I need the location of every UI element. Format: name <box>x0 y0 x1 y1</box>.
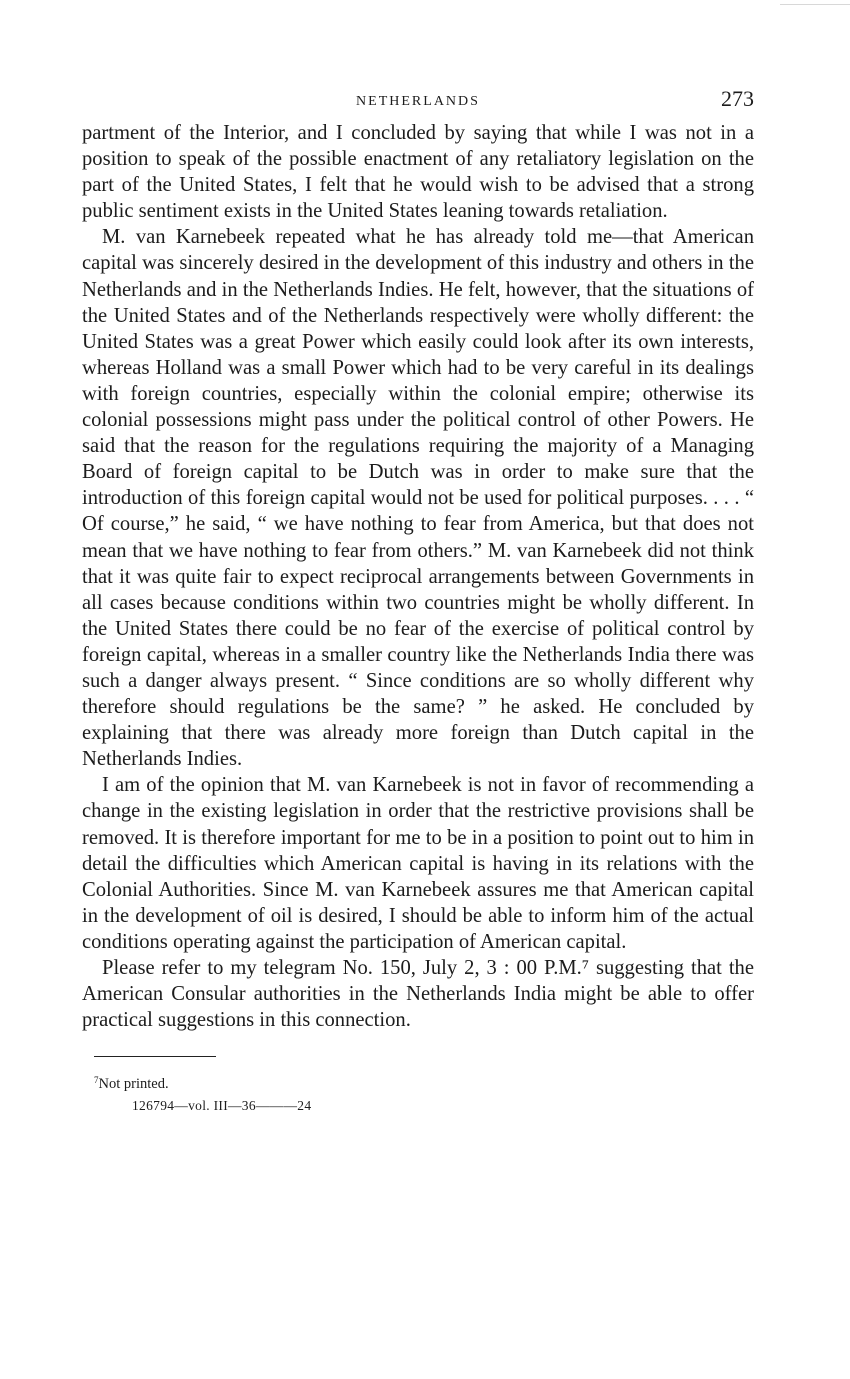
page-number: 273 <box>721 86 754 111</box>
footnotes <box>94 1069 754 1117</box>
printer-imprint: 126794—vol. III—36———24 <box>132 1098 312 1114</box>
footnote-7 <box>94 1069 754 1095</box>
scan-edge-line <box>780 4 850 5</box>
paragraph-4: Please refer to my telegram No. 150, July 2, 3 : 00 P.M.⁷ suggesting that the American Consular authorities in the Netherlands India might be able to offer practical suggestions in this connection. <box>82 957 754 1032</box>
paragraph-3: I am of the opinion that M. van Karnebeek is not in favor of recommending a change in the existing legislation in order that the restrictive provisions shall be removed. It is therefore important for me to be in a position to point out to him in detail the difficulties which American capital is having in its relations with the Colonial Authorities. Since M. van Karnebeek assures me that American capital in the development of oil is desired, I should be able to inform him of the actual conditions operating against the participation of American capital. <box>82 774 754 953</box>
document-page <box>82 86 754 1117</box>
paragraph-2: M. van Karnebeek repeated what he has already told me—that American capital was sincerely desired in the development of this industry and others in the Netherlands and in the Netherlands Indies. He felt, however, that the situations of the United States and of the Netherlands respectively were wholly different: the United States was a great Power which easily could look after its own interests, whereas Holland was a small Power which had to be very careful in its dealings with foreign countries, especially within the colonial empire; otherwise its colonial possessions might pass under the political control of other Powers. He said that the reason for the regulations requiring the majority of a Managing Board of foreign capital to be Dutch was in order to make sure that the introduction of this foreign capital would not be used for political purposes. . . . “ Of course,” he said, “ we have nothing to fear from America, but that does not mean that we have nothing to fear from others.” M. van Karnebeek did not think that it was quite fair to expect reciprocal arrangements between Governments in all cases because conditions within two countries might be wholly different. In the United States there could be no fear of the exercise of political control by foreign capital, whereas in a smaller country like the Netherlands India there was such a danger always present. “ Since conditions are so wholly different why therefore should regulations be the same? ” he asked. He concluded by explaining that there was already more foreign than Dutch capital in the Netherlands Indies. <box>82 226 754 771</box>
footnote-divider <box>94 1056 216 1057</box>
running-head: NETHERLANDS <box>356 94 480 109</box>
page-header <box>82 86 754 118</box>
body-text <box>82 120 754 1033</box>
footnote-marker: 7 <box>94 1075 99 1086</box>
paragraph-1: partment of the Interior, and I concluded by saying that while I was not in a position to speak of the possible enactment of any retaliatory legislation on the part of the United States, I felt that he would wish to be advised that a strong public sentiment exists in the United States leaning towards retaliation. <box>82 122 754 223</box>
footnote-text: Not printed. <box>98 1076 169 1093</box>
